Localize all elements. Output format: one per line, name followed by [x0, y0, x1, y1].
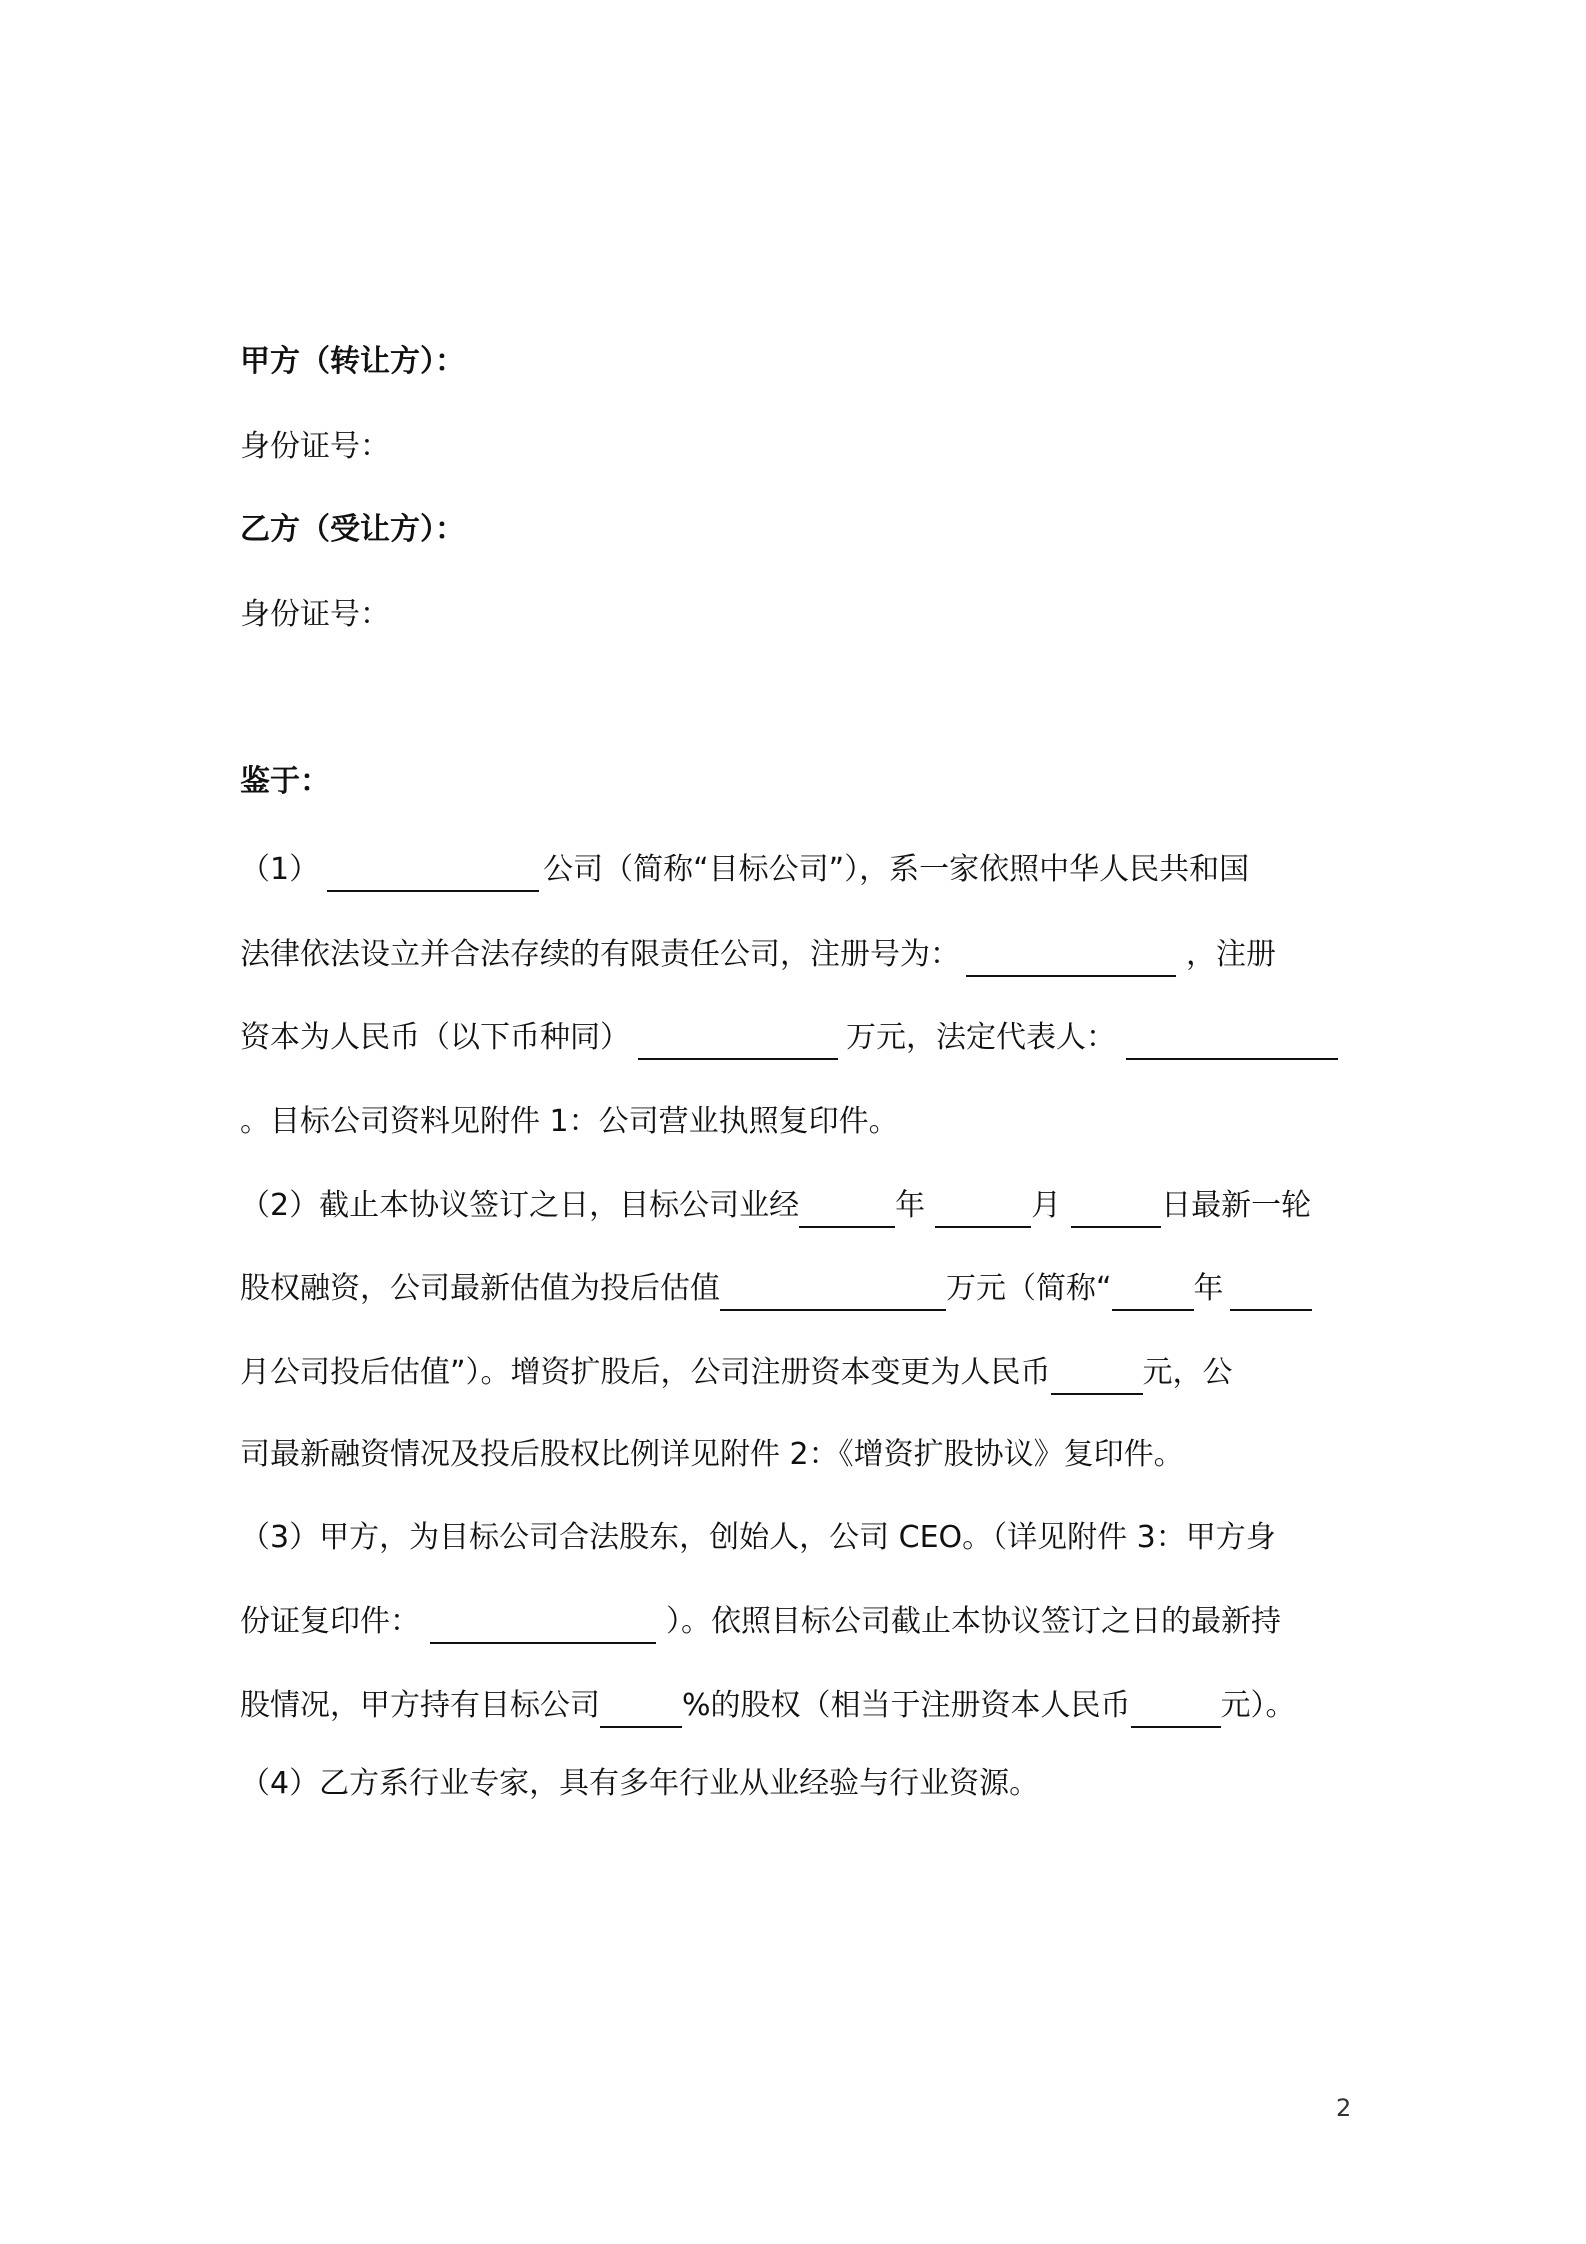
party-b-id-label: 身份证号： — [240, 597, 390, 632]
recital-3-line-2: 份证复印件： ）。依照目标公司截止本协议签订之日的最新持 — [240, 1600, 1281, 1644]
recital-3-line-1: （3）甲方，为目标公司合法股东，创始人，公司 CEO。（详见附件 3：甲方身 — [240, 1520, 1276, 1555]
recital-2-line-1: （2）截止本协议签订之日，目标公司业经 年 月 日最新一轮 — [240, 1184, 1311, 1228]
new-registered-capital-blank[interactable] — [1051, 1359, 1143, 1395]
recital-1-number: （1） — [240, 852, 320, 887]
page-number: 2 — [1336, 2094, 1352, 2122]
party-a-id-label: 身份证号： — [240, 429, 390, 464]
id-copy-blank[interactable] — [430, 1608, 656, 1644]
equity-percent-blank[interactable] — [600, 1692, 682, 1728]
recital-2-line-2: 股权融资，公司最新估值为投后估值 万元（简称“ 年 — [240, 1267, 1312, 1311]
recital-1-line-1: （1） 公司（简称“目标公司”），系一家依照中华人民共和国 — [240, 848, 1249, 892]
recital-2-line-3: 月公司投后估值”）。增资扩股后，公司注册资本变更为人民币 元，公 — [240, 1351, 1233, 1395]
financing-year-blank[interactable] — [799, 1192, 895, 1228]
party-b-title: 乙方（受让方）： — [240, 512, 465, 547]
valuation-year-blank[interactable] — [1112, 1275, 1194, 1311]
company-name-blank[interactable] — [327, 856, 539, 892]
registered-capital-blank[interactable] — [638, 1024, 838, 1060]
valuation-month-blank[interactable] — [1230, 1275, 1312, 1311]
equity-capital-blank[interactable] — [1131, 1692, 1221, 1728]
financing-month-blank[interactable] — [935, 1192, 1031, 1228]
recitals-heading: 鉴于： — [240, 764, 330, 799]
party-a-title: 甲方（转让方）： — [240, 344, 465, 379]
registration-number-blank[interactable] — [966, 941, 1176, 977]
recital-2-line-4: 司最新融资情况及投后股权比例详见附件 2：《增资扩股协议》复印件。 — [240, 1437, 1184, 1472]
recital-4-line-1: （4）乙方系行业专家，具有多年行业从业经验与行业资源。 — [240, 1766, 1040, 1801]
financing-day-blank[interactable] — [1071, 1192, 1161, 1228]
recital-1-line-2: 法律依法设立并合法存续的有限责任公司，注册号为： ，注册 — [240, 933, 1276, 977]
recital-1-line-4: 。目标公司资料见附件 1：公司营业执照复印件。 — [240, 1104, 899, 1139]
legal-representative-blank[interactable] — [1126, 1024, 1338, 1060]
valuation-blank[interactable] — [720, 1275, 946, 1311]
recital-3-line-3: 股情况，甲方持有目标公司 %的股权（相当于注册资本人民币 元）。 — [240, 1684, 1296, 1728]
recital-1-line-3: 资本为人民币（以下币种同） 万元，法定代表人： — [240, 1016, 1338, 1060]
